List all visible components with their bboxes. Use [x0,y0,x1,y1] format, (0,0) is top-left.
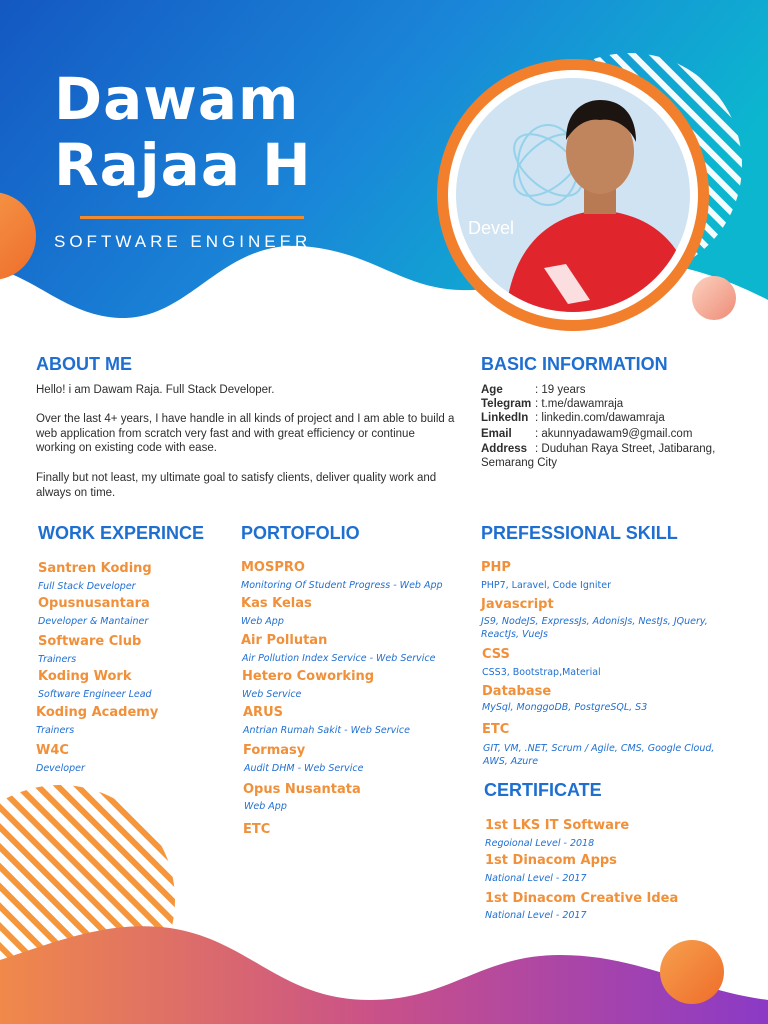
last-name: Rajaa H [54,131,312,199]
portfolio-item-desc: Air Pollution Index Service - Web Service [242,653,436,664]
portfolio-item-title: MOSPRO [241,560,305,575]
skill-title: ETC [482,722,510,737]
portfolio-item-desc: Web Service [242,689,302,700]
certificate-level: National Level - 2017 [485,873,587,884]
work-item-role: Full Stack Developer [38,581,136,592]
work-item-role: Developer [36,763,85,774]
skills-heading: PREFESSIONAL SKILL [481,523,678,543]
certificate-heading: CERTIFICATE [484,780,602,800]
job-title: SOFTWARE ENGINEER [54,232,312,251]
about-paragraph-2: Over the last 4+ years, I have handle in all kinds of project and I am able to build a web application from scratch very fast and with great efficiency or continue working on existing code with ease. [36,413,455,454]
info-label: LinkedIn [481,412,529,424]
info-label: Email [481,428,512,440]
portfolio-item-desc: Web App [244,801,287,812]
skill-title: Javascript [481,597,554,612]
work-item-role: Software Engineer Lead [38,689,152,700]
skill-detail: MySql, MonggoDB, PostgreSQL, S3 [482,702,648,713]
title-divider [80,216,304,219]
certificate-title: 1st LKS IT Software [485,818,630,833]
work-item-title: Koding Work [38,669,132,684]
photo-sign-text: Devel [468,218,515,238]
info-row-email [481,427,751,441]
info-row-linkedin [481,411,751,425]
basic-info-heading: BASIC INFORMATION [481,354,668,374]
about-paragraph-1: Hello! i am Dawam Raja. Full Stack Developer. [36,384,275,396]
work-item-title: Software Club [38,634,142,649]
first-name: Dawam [54,65,300,133]
portfolio-item-title: ARUS [243,705,283,720]
info-value: : t.me/dawamraja [535,398,624,410]
portfolio-item-desc: Web App [241,616,284,627]
work-heading: WORK EXPERINCE [38,523,205,543]
certificate-title: 1st Dinacom Apps [485,853,617,868]
work-item-role: Trainers [36,725,75,736]
about-heading: ABOUT ME [36,354,132,374]
skill-title: CSS [482,647,510,662]
info-value: : Duduhan Raya Street, Jatibarang, Semarang City [481,443,716,469]
work-item-title: Opusnusantara [38,596,150,611]
skill-title: Database [482,684,552,699]
work-item-role: Developer & Mantainer [38,616,149,627]
skill-title: PHP [481,560,511,575]
portfolio-item-desc: Monitoring Of Student Progress - Web App [241,580,443,591]
skill-detail: PHP7, Laravel, Code Igniter [481,580,611,591]
certificate-level: National Level - 2017 [485,910,587,921]
portfolio-item-title: ETC [243,822,271,837]
info-row-address [481,442,751,470]
info-row-age [481,383,751,397]
about-paragraph-3: Finally but not least, my ultimate goal to satisfy clients, deliver quality work and always on time. [36,472,437,499]
portfolio-item-title: Opus Nusantata [243,782,361,797]
work-item-title: Koding Academy [36,705,159,720]
portfolio-item-desc: Antrian Rumah Sakit - Web Service [243,725,410,736]
portfolio-heading: PORTOFOLIO [241,523,360,543]
info-label: Address [481,443,528,455]
portfolio-item-title: Air Pollutan [241,633,328,648]
portfolio-item-title: Kas Kelas [241,596,312,611]
certificate-level: Regoional Level - 2018 [485,838,595,849]
info-value: : 19 years [535,384,586,396]
info-row-telegram [481,397,751,411]
info-value: : akunnyadawam9@gmail.com [535,428,693,440]
profile-photo [448,70,698,320]
portfolio-item-title: Hetero Coworking [242,669,375,684]
work-item-role: Trainers [38,654,77,665]
work-item-title: Santren Koding [38,561,152,576]
skill-detail: JS9, NodeJS, ExpressJs, AdonisJs, NestJs, JQuery, ReactJs, VueJs [481,616,708,640]
info-value: : linkedin.com/dawamraja [535,412,665,424]
skill-detail: GIT, VM, .NET, Scrum / Agile, CMS, Google Cloud, AWS, Azure [483,743,715,767]
info-label: Age [481,384,503,396]
skill-detail: CSS3, Bootstrap,Material [482,667,601,678]
portfolio-item-title: Formasy [243,743,306,758]
portfolio-item-desc: Audit DHM - Web Service [244,763,364,774]
work-item-title: W4C [36,743,69,758]
certificate-title: 1st Dinacom Creative Idea [485,891,679,906]
info-label: Telegram [481,398,532,410]
